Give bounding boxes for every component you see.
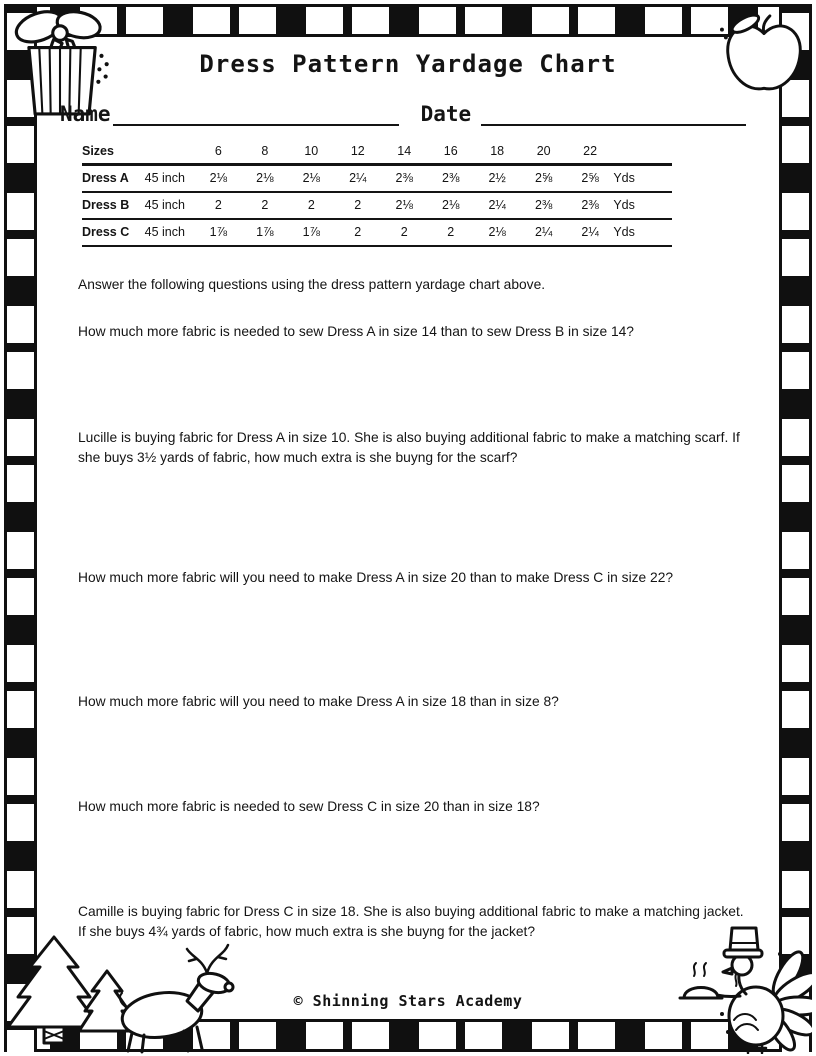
- name-label: Name: [60, 102, 111, 126]
- size-column-header: 16: [427, 141, 473, 165]
- size-column-header: 20: [520, 141, 566, 165]
- yardage-value-cell: 2⅝: [520, 165, 566, 193]
- table-row-dress-a: [82, 165, 672, 193]
- table-row-dress-b: [82, 192, 672, 219]
- sizes-header-label: Sizes: [82, 141, 195, 165]
- dress-row-label: Dress A: [82, 165, 145, 193]
- yardage-value-cell: 2¼: [474, 192, 520, 219]
- yardage-value-cell: 2½: [474, 165, 520, 193]
- border-right-stripe: [779, 4, 812, 1052]
- yardage-value-cell: 2⅛: [381, 192, 427, 219]
- question-text: Camille is buying fabric for Dress C in size 18. She is also buying additional fabric to make a matching jacket. If she buys 4¾ yards of fabric, how much extra is she buyng for the jacket?: [78, 904, 744, 939]
- yardage-value-cell: 2¼: [520, 219, 566, 246]
- yardage-value-cell: 2⅛: [195, 165, 241, 193]
- yardage-value-cell: 2⅜: [567, 192, 613, 219]
- size-column-header: 8: [242, 141, 288, 165]
- instructions-text: Answer the following questions using the dress pattern yardage chart above.: [78, 277, 546, 292]
- size-column-header: 6: [195, 141, 241, 165]
- yardage-value-cell: 2⅛: [427, 192, 473, 219]
- table-header-row: [82, 141, 672, 165]
- yardage-value-cell: 2⅝: [567, 165, 613, 193]
- fabric-width-cell: 45 inch: [145, 165, 196, 193]
- dress-row-label: Dress B: [82, 192, 145, 219]
- yardage-value-cell: 2¼: [567, 219, 613, 246]
- unit-cell: Yds: [613, 219, 672, 246]
- yardage-value-cell: 2¼: [335, 165, 381, 193]
- fabric-width-cell: 45 inch: [145, 219, 196, 246]
- yardage-value-cell: 1⅞: [195, 219, 241, 246]
- date-line[interactable]: [481, 98, 746, 126]
- size-column-header: 22: [567, 141, 613, 165]
- question-text: How much more fabric will you need to make Dress A in size 18 than in size 8?: [78, 694, 559, 709]
- unit-cell: Yds: [613, 192, 672, 219]
- question-text: How much more fabric will you need to make Dress A in size 20 than to make Dress C in size 22?: [78, 570, 674, 585]
- yardage-value-cell: 2⅜: [427, 165, 473, 193]
- size-column-header: 12: [335, 141, 381, 165]
- page-title: Dress Pattern Yardage Chart: [199, 50, 617, 78]
- name-line[interactable]: [113, 98, 399, 126]
- copyright-text: © Shinning Stars Academy: [293, 992, 523, 1010]
- yardage-value-cell: 2: [335, 219, 381, 246]
- yardage-value-cell: 2: [195, 192, 241, 219]
- yardage-table: [82, 141, 672, 247]
- size-column-header: 10: [288, 141, 334, 165]
- yardage-value-cell: 2: [242, 192, 288, 219]
- size-column-header: 14: [381, 141, 427, 165]
- yardage-value-cell: 2⅛: [242, 165, 288, 193]
- table-row-dress-c: [82, 219, 672, 246]
- yardage-value-cell: 1⅞: [288, 219, 334, 246]
- turkey-pie-icon: [662, 924, 812, 1054]
- yardage-value-cell: 2: [335, 192, 381, 219]
- yardage-value-cell: 2⅜: [381, 165, 427, 193]
- yardage-value-cell: 2⅜: [520, 192, 566, 219]
- yardage-value-cell: 1⅞: [242, 219, 288, 246]
- question-text: Lucille is buying fabric for Dress A in size 10. She is also buying additional fabric to make a matching scarf. If she buys 3½ yards of fabric, how much extra is she buyng for the scarf?: [78, 430, 740, 465]
- border-top-stripe: [4, 4, 812, 37]
- yardage-value-cell: 2⅛: [288, 165, 334, 193]
- question-text: How much more fabric is needed to sew Dress C in size 20 than in size 18?: [78, 799, 540, 814]
- unit-cell: Yds: [613, 165, 672, 193]
- yardage-value-cell: 2⅛: [474, 219, 520, 246]
- yardage-value-cell: 2: [427, 219, 473, 246]
- dress-row-label: Dress C: [82, 219, 145, 246]
- yardage-value-cell: 2: [381, 219, 427, 246]
- size-column-header: 18: [474, 141, 520, 165]
- fabric-width-cell: 45 inch: [145, 192, 196, 219]
- yardage-value-cell: 2: [288, 192, 334, 219]
- name-date-row: [60, 98, 746, 126]
- date-label: Date: [420, 102, 472, 126]
- question-text: How much more fabric is needed to sew Dress A in size 14 than to sew Dress B in size 14?: [78, 324, 634, 339]
- border-left-stripe: [4, 4, 37, 1052]
- empty-header-cell: [613, 141, 672, 165]
